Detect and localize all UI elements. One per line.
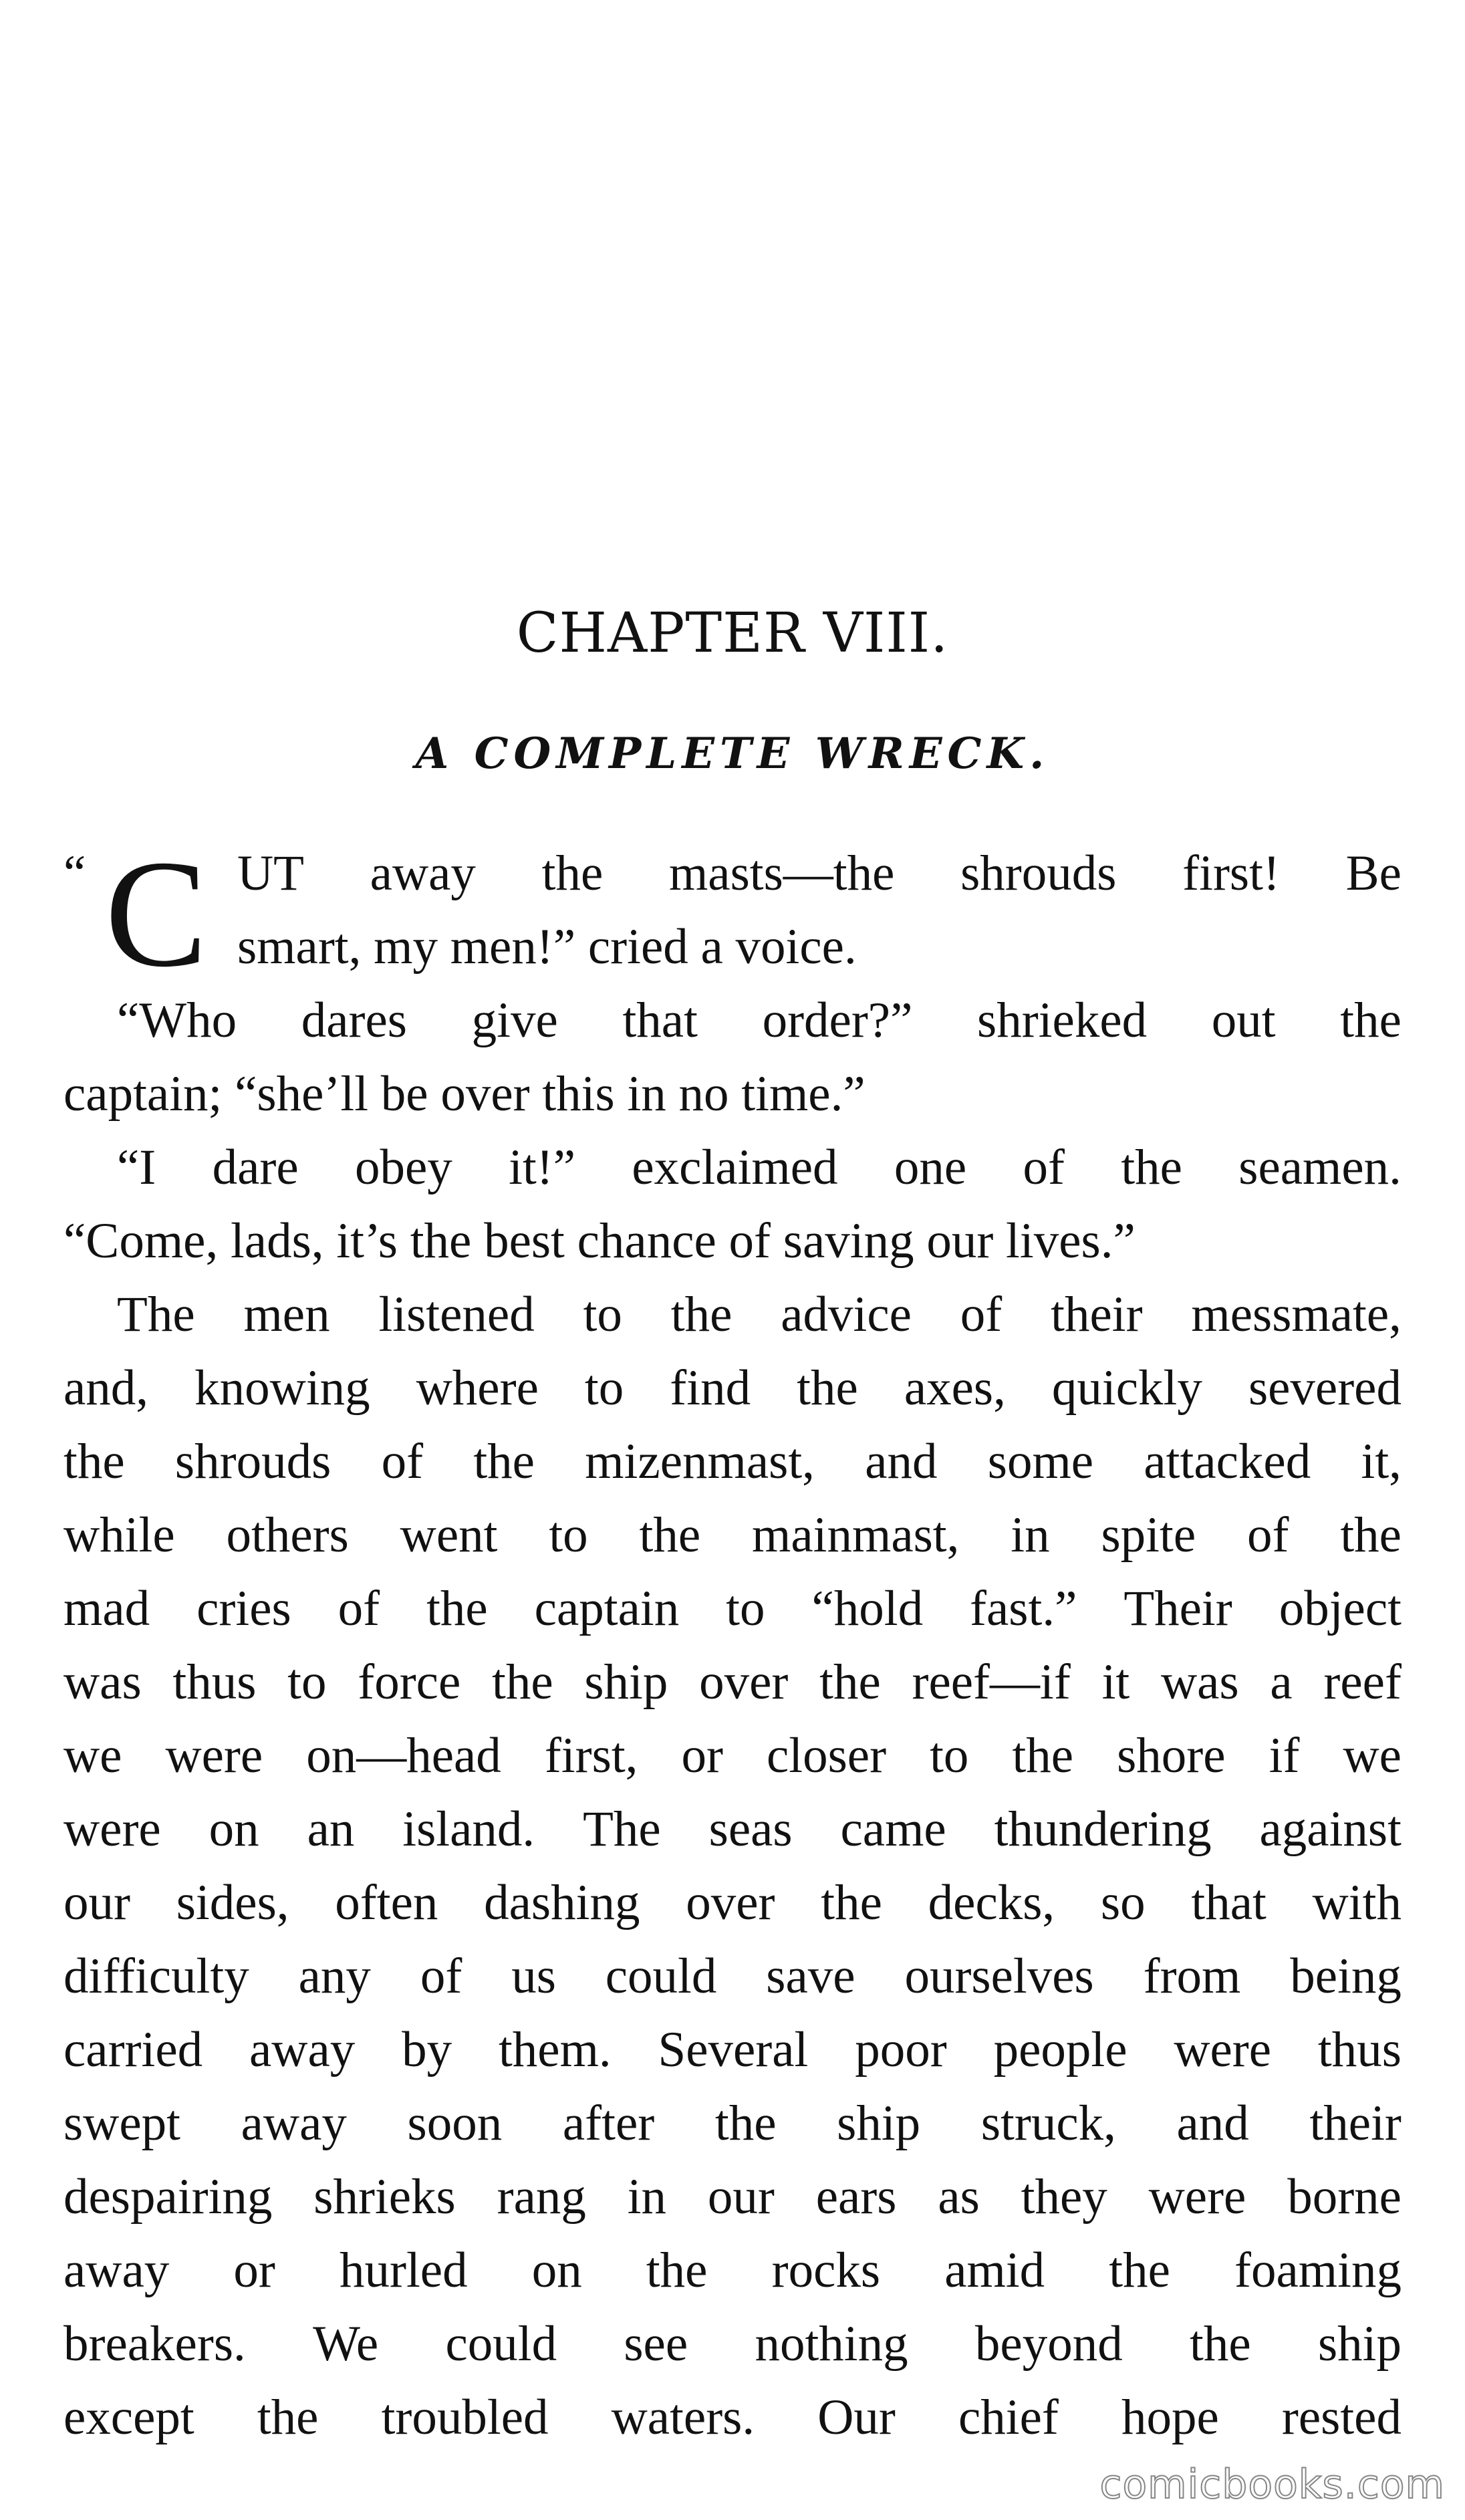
word: amid bbox=[944, 2243, 1045, 2298]
word: hurled bbox=[339, 2243, 468, 2298]
word: thundering bbox=[994, 1801, 1212, 1857]
text-line bbox=[63, 1793, 1402, 1866]
text-line bbox=[63, 984, 1402, 1057]
word: to bbox=[583, 1287, 622, 1342]
word: of bbox=[420, 1948, 462, 2004]
word: to bbox=[726, 1581, 765, 1636]
line-text bbox=[63, 2013, 1402, 2087]
word: foaming bbox=[1234, 2243, 1402, 2298]
word: of bbox=[1246, 1507, 1289, 1563]
word: rested bbox=[1281, 2390, 1402, 2445]
word: some bbox=[987, 1434, 1094, 1489]
chapter-heading: CHAPTER VIII. bbox=[516, 602, 949, 665]
word: cries bbox=[196, 1581, 291, 1636]
word: troubled bbox=[381, 2390, 549, 2445]
word: thus bbox=[172, 1654, 257, 1710]
word: of bbox=[960, 1287, 1003, 1342]
word: reef—if bbox=[912, 1654, 1071, 1710]
text-line bbox=[63, 1352, 1402, 1425]
word: save bbox=[766, 1948, 855, 2004]
drop-cap-letter: C bbox=[105, 828, 208, 999]
word: “hold bbox=[811, 1581, 924, 1636]
word: people bbox=[993, 2022, 1127, 2077]
word: the bbox=[1109, 2243, 1170, 2298]
line-text bbox=[63, 2234, 1402, 2307]
word: captain bbox=[534, 1581, 680, 1636]
word: or bbox=[681, 1728, 723, 1783]
word: their bbox=[1309, 2096, 1402, 2151]
word: we bbox=[1343, 1728, 1402, 1783]
word: any bbox=[298, 1948, 371, 2004]
word: could bbox=[445, 2316, 557, 2372]
word: we bbox=[63, 1728, 122, 1783]
word: against bbox=[1259, 1801, 1402, 1857]
word: of bbox=[1023, 1140, 1065, 1195]
text-line bbox=[63, 1425, 1402, 1499]
word: We bbox=[313, 2316, 379, 2372]
line-text bbox=[63, 2087, 1402, 2160]
word: ourselves bbox=[904, 1948, 1094, 2004]
word: they bbox=[1021, 2169, 1107, 2225]
word: ship bbox=[837, 2096, 921, 2151]
word: waters. bbox=[611, 2390, 755, 2445]
word: fast.” bbox=[970, 1581, 1077, 1636]
word: were bbox=[165, 1728, 263, 1783]
word: men bbox=[243, 1287, 330, 1342]
word: shrieks bbox=[313, 2169, 456, 2225]
word: struck, bbox=[980, 2096, 1116, 2151]
word: the bbox=[541, 846, 604, 901]
word: our bbox=[63, 1875, 130, 1930]
opening-quote-mark: “ bbox=[63, 846, 86, 901]
word: poor bbox=[855, 2022, 947, 2077]
word: shrieked bbox=[977, 993, 1148, 1048]
word: to bbox=[930, 1728, 969, 1783]
word: went bbox=[400, 1507, 498, 1563]
word: their bbox=[1051, 1287, 1143, 1342]
word: on bbox=[531, 2243, 582, 2298]
word: away bbox=[63, 2243, 170, 2298]
word: rang bbox=[497, 2169, 586, 2225]
text-line bbox=[63, 1866, 1402, 1940]
word: seamen. bbox=[1238, 1140, 1402, 1195]
word: shrouds bbox=[174, 1434, 331, 1489]
word: except bbox=[63, 2390, 194, 2445]
word: the bbox=[1340, 993, 1402, 1048]
line-text bbox=[237, 837, 1402, 910]
word: over bbox=[686, 1875, 775, 1930]
word: mizenmast, bbox=[585, 1434, 815, 1489]
word: decks, bbox=[928, 1875, 1055, 1930]
word: island. bbox=[402, 1801, 535, 1857]
word: an bbox=[307, 1801, 355, 1857]
opening-paragraph bbox=[63, 828, 1402, 999]
word: the bbox=[714, 2096, 777, 2151]
word: dare bbox=[212, 1140, 299, 1195]
word: away bbox=[249, 2022, 356, 2077]
word: where bbox=[416, 1360, 539, 1416]
text-line bbox=[63, 1205, 1402, 1278]
word: force bbox=[358, 1654, 461, 1710]
word: out bbox=[1211, 993, 1276, 1048]
word: rocks bbox=[771, 2243, 881, 2298]
word: was bbox=[1161, 1654, 1239, 1710]
word: obey bbox=[354, 1140, 452, 1195]
line-text bbox=[63, 2307, 1402, 2381]
word: dashing bbox=[484, 1875, 640, 1930]
line-text: smart, my men!” cried a voice. bbox=[237, 919, 857, 975]
word: while bbox=[63, 1507, 175, 1563]
line-text bbox=[63, 2160, 1402, 2234]
word: shore bbox=[1117, 1728, 1226, 1783]
chapter-title: A COMPLETE WRECK. bbox=[415, 729, 1050, 779]
word: and, bbox=[63, 1360, 149, 1416]
word: and bbox=[1176, 2096, 1249, 2151]
word: the bbox=[646, 2243, 708, 2298]
word: UT bbox=[237, 846, 304, 901]
word: first! bbox=[1182, 846, 1280, 901]
word: closer bbox=[766, 1728, 887, 1783]
word: beyond bbox=[974, 2316, 1123, 2372]
word: a bbox=[1270, 1654, 1293, 1710]
line-text bbox=[63, 1572, 1402, 1646]
word: give bbox=[471, 993, 558, 1048]
word: on—head bbox=[306, 1728, 501, 1783]
word: the bbox=[819, 1654, 881, 1710]
word: with bbox=[1312, 1875, 1402, 1930]
word: on bbox=[209, 1801, 259, 1857]
word: breakers. bbox=[63, 2316, 246, 2372]
line-text bbox=[63, 1793, 1402, 1866]
word: over bbox=[699, 1654, 789, 1710]
line-text bbox=[117, 984, 1402, 1057]
text-line bbox=[63, 2087, 1402, 2160]
word: the bbox=[821, 1875, 882, 1930]
word: the bbox=[1190, 2316, 1251, 2372]
word: knowing bbox=[194, 1360, 370, 1416]
line-text bbox=[63, 2381, 1402, 2454]
line-text bbox=[63, 1352, 1402, 1425]
word: came bbox=[840, 1801, 946, 1857]
word: Be bbox=[1345, 846, 1402, 901]
word: us bbox=[511, 1948, 556, 2004]
line-text bbox=[63, 1866, 1402, 1940]
word: mainmast, bbox=[752, 1507, 960, 1563]
word: sides, bbox=[176, 1875, 289, 1930]
text-line bbox=[63, 1057, 1402, 1131]
word: were bbox=[1174, 2022, 1272, 2077]
word: ship bbox=[584, 1654, 668, 1710]
word: listened bbox=[378, 1287, 535, 1342]
word: and bbox=[865, 1434, 938, 1489]
word: difficulty bbox=[63, 1948, 249, 2004]
word: attacked bbox=[1144, 1434, 1311, 1489]
word: it!” bbox=[509, 1140, 576, 1195]
line-text bbox=[63, 1425, 1402, 1499]
word: seas bbox=[708, 1801, 793, 1857]
word: swept bbox=[63, 2096, 180, 2151]
word: the bbox=[491, 1654, 553, 1710]
word: often bbox=[335, 1875, 438, 1930]
text-line bbox=[63, 1940, 1402, 2013]
word: advice bbox=[781, 1287, 912, 1342]
word: spite bbox=[1101, 1507, 1196, 1563]
text-line bbox=[63, 1131, 1402, 1205]
word: object bbox=[1279, 1581, 1402, 1636]
word: the bbox=[257, 2390, 319, 2445]
watermark-logo: comicbooks.com bbox=[1099, 2461, 1445, 2508]
word: in bbox=[627, 2169, 667, 2225]
text-line bbox=[63, 1719, 1402, 1793]
word: thus bbox=[1317, 2022, 1402, 2077]
word: of bbox=[381, 1434, 424, 1489]
word: soon bbox=[407, 2096, 503, 2151]
word: the bbox=[1012, 1728, 1074, 1783]
line-text bbox=[63, 1940, 1402, 2013]
word: severed bbox=[1248, 1360, 1402, 1416]
word: were bbox=[63, 1801, 161, 1857]
word: see bbox=[624, 2316, 688, 2372]
text-line bbox=[63, 1646, 1402, 1719]
word: nothing bbox=[755, 2316, 908, 2372]
word: could bbox=[605, 1948, 717, 2004]
word: “I bbox=[117, 1140, 156, 1195]
text-line bbox=[63, 1499, 1402, 1572]
word: or bbox=[233, 2243, 275, 2298]
word: away bbox=[370, 846, 476, 901]
text-line bbox=[63, 837, 1402, 910]
word: the bbox=[670, 1287, 732, 1342]
word: the bbox=[1121, 1140, 1182, 1195]
text-line bbox=[63, 2234, 1402, 2307]
word: the bbox=[797, 1360, 858, 1416]
word: to bbox=[549, 1507, 588, 1563]
word: masts—the bbox=[668, 846, 895, 901]
line-text bbox=[63, 1499, 1402, 1572]
word: the bbox=[426, 1581, 488, 1636]
word: our bbox=[707, 2169, 775, 2225]
word: were bbox=[1148, 2169, 1246, 2225]
word: dares bbox=[301, 993, 407, 1048]
line-text: captain; “she’ll be over this in no time.” bbox=[63, 1066, 865, 1122]
text-line bbox=[63, 2307, 1402, 2381]
word: hope bbox=[1121, 2390, 1219, 2445]
word: order?” bbox=[762, 993, 913, 1048]
word: The bbox=[117, 1287, 195, 1342]
word: it bbox=[1101, 1654, 1130, 1710]
word: messmate, bbox=[1191, 1287, 1402, 1342]
word: the bbox=[63, 1434, 125, 1489]
word: the bbox=[1340, 1507, 1402, 1563]
word: the bbox=[473, 1434, 535, 1489]
line-text: “Come, lads, it’s the best chance of saving our lives.” bbox=[63, 1213, 1136, 1269]
text-line bbox=[63, 1278, 1402, 1352]
word: ears bbox=[815, 2169, 897, 2225]
body-text bbox=[63, 828, 1402, 2454]
word: was bbox=[63, 1654, 142, 1710]
word: “Who bbox=[117, 993, 237, 1048]
word: it, bbox=[1361, 1434, 1402, 1489]
word: reef bbox=[1323, 1654, 1402, 1710]
word: as bbox=[938, 2169, 980, 2225]
text-line bbox=[63, 910, 1402, 984]
line-text bbox=[117, 1131, 1402, 1205]
word: axes, bbox=[904, 1360, 1006, 1416]
word: in bbox=[1011, 1507, 1050, 1563]
word: Their bbox=[1123, 1581, 1232, 1636]
word: that bbox=[622, 993, 698, 1048]
word: from bbox=[1143, 1948, 1241, 2004]
word: chief bbox=[958, 2390, 1059, 2445]
word: despairing bbox=[63, 2169, 273, 2225]
word: by bbox=[402, 2022, 452, 2077]
word: find bbox=[670, 1360, 751, 1416]
word: if bbox=[1269, 1728, 1300, 1783]
text-line bbox=[63, 2013, 1402, 2087]
word: shrouds bbox=[960, 846, 1117, 901]
word: quickly bbox=[1051, 1360, 1202, 1416]
word: them. bbox=[498, 2022, 612, 2077]
word: mad bbox=[63, 1581, 150, 1636]
word: to bbox=[287, 1654, 327, 1710]
line-text bbox=[117, 1278, 1402, 1352]
word: exclaimed bbox=[632, 1140, 838, 1195]
text-line bbox=[63, 2160, 1402, 2234]
word: ship bbox=[1317, 2316, 1402, 2372]
text-line bbox=[63, 1572, 1402, 1646]
text-line bbox=[63, 2381, 1402, 2454]
word: borne bbox=[1287, 2169, 1402, 2225]
word: Our bbox=[817, 2390, 896, 2445]
word: so bbox=[1100, 1875, 1146, 1930]
word: carried bbox=[63, 2022, 203, 2077]
word: the bbox=[639, 1507, 701, 1563]
word: first, bbox=[544, 1728, 638, 1783]
word: of bbox=[338, 1581, 380, 1636]
word: after bbox=[562, 2096, 655, 2151]
word: being bbox=[1290, 1948, 1402, 2004]
word: others bbox=[226, 1507, 349, 1563]
line-text bbox=[63, 1719, 1402, 1793]
word: The bbox=[583, 1801, 661, 1857]
word: away bbox=[241, 2096, 347, 2151]
word: one bbox=[894, 1140, 967, 1195]
word: to bbox=[584, 1360, 624, 1416]
word: that bbox=[1191, 1875, 1267, 1930]
line-text bbox=[63, 1646, 1402, 1719]
word: Several bbox=[658, 2022, 809, 2077]
